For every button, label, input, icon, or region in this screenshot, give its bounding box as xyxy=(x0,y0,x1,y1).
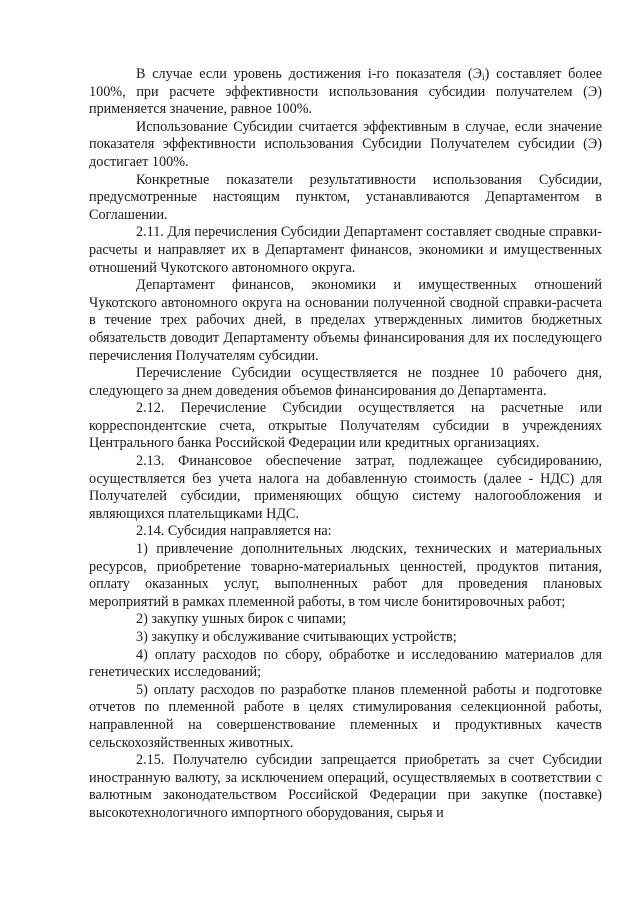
document-page xyxy=(89,66,602,823)
list-item-3: 3) закупку и обслуживание считывающих устройств; xyxy=(136,629,457,645)
indicator-subscript: i xyxy=(482,72,485,82)
paragraph-2-11: 2.11. Для перечисления Субсидии Департамент составляет сводные справки-расчеты и направляет их в Департамент финансов, экономики и имущественных отношений Чукотского автономного округа. xyxy=(89,224,602,276)
paragraph-indicators: Конкретные показатели результативности использования Субсидии, предусмотренные настоящим пунктом, устанавливаются Департаментом в Соглашении. xyxy=(89,171,602,223)
paragraph-transfer-deadline: Перечисление Субсидии осуществляется не позднее 10 рабочего дня, следующего за днем доведения объемов финансирования до Департамента. xyxy=(89,365,602,399)
list-item-2: 2) закупку ушных бирок с чипами; xyxy=(136,611,347,628)
paragraph-efficient-use: Использование Субсидии считается эффективным в случае, если значение показателя эффективности использования Субсидии Получателем субсидии (Э) достигает 100%. xyxy=(89,118,602,170)
paragraph-efficiency-cap-pre: В случае если уровень достижения i-го показателя (Э xyxy=(136,66,483,82)
list-item-5: 5) оплату расходов по разработке планов племенной работы и подготовке отчетов по племенной работе в целях стимулирования селекционной работы, направленной на совершенствование племенных и продуктивных качеств сельскохозяйственных животных. xyxy=(89,681,602,751)
paragraph-finance-department: Департамент финансов, экономики и имущественных отношений Чукотского автономного округа на основании полученной сводной справки-расчета в течение трех рабочих дней, в пределах утвержденных лимитов бюджетных обязательств доводит Департаменту объемы финансирования для их последующего перечисления Получателям субсидии. xyxy=(89,277,602,364)
list-item-1: 1) привлечение дополнительных людских, технических и материальных ресурсов, приобретение товарно-материальных ценностей, продуктов питания, оплату оказанных услуг, выполненных работ для проведения плановых мероприятий в рамках племенной работы, в том числе бонитировочных работ; xyxy=(89,541,602,610)
paragraph-2-15: 2.15. Получателю субсидии запрещается приобретать за счет Субсидии иностранную валюту, за исключением операций, осуществляемых в соответствии с валютным законодательством Российской Федерации при закупке (поставке) высокотехнологичного импортного оборудования, сырья и xyxy=(89,752,602,821)
paragraph-efficiency-cap-post: ) составляет более 100%, при расчете эффективности использования субсидии получателем (Э) применяется значение, равное 100%. xyxy=(89,66,602,118)
paragraph-2-14: 2.14. Субсидия направляется на: xyxy=(136,523,332,540)
paragraph-2-13: 2.13. Финансовое обеспечение затрат, подлежащее субсидированию, осуществляется без учета налога на добавленную стоимость (далее - НДС) для Получателей субсидии, применяющих общую систему налогообложения и являющихся плательщиками НДС. xyxy=(89,453,602,522)
paragraph-efficiency-cap xyxy=(89,66,602,119)
paragraph-2-12: 2.12. Перечисление Субсидии осуществляется на расчетные или корреспондентские счета, открытые Получателям субсидии в учреждениях Центрального банка Российской Федерации или кредитных организациях. xyxy=(89,400,602,452)
list-item-4: 4) оплату расходов по сбору, обработке и исследованию материалов для генетических исследований; xyxy=(89,646,602,681)
